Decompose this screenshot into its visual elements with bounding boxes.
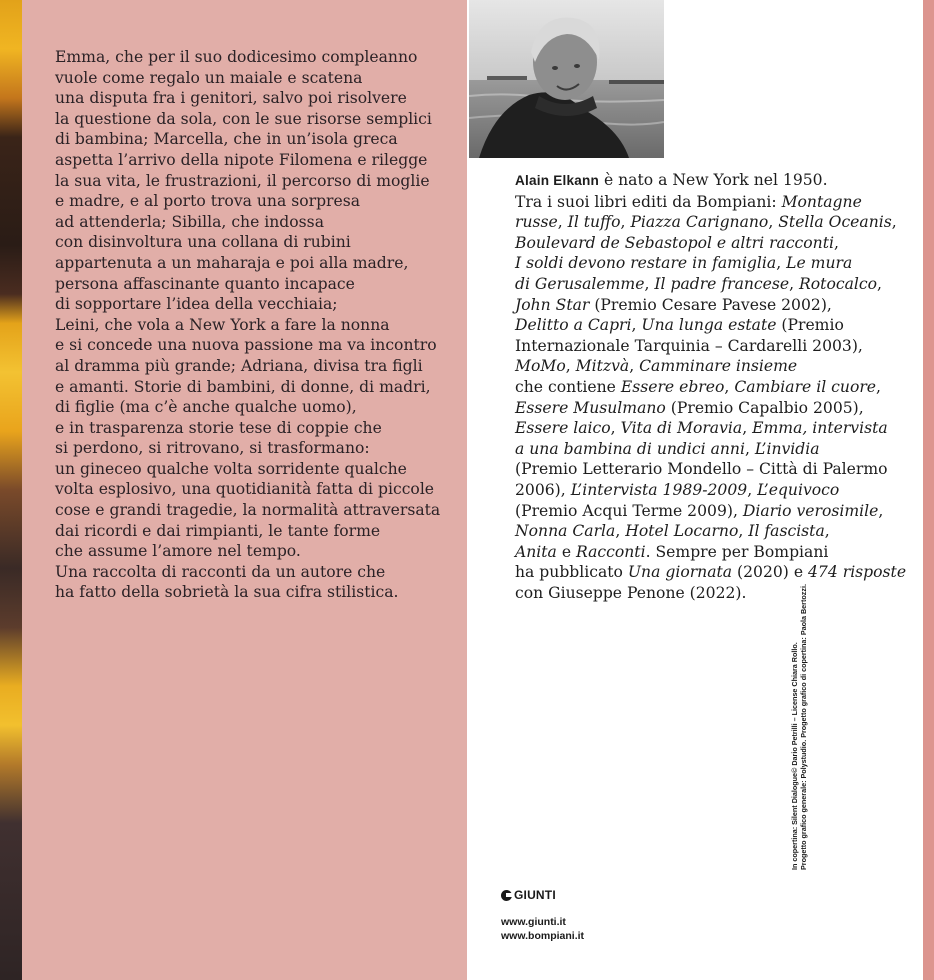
bio-line: Boulevard de Sebastopol e altri racconti, [515, 233, 839, 252]
synopsis-line: Emma, che per il suo dodicesimo compleanno [55, 48, 418, 66]
synopsis-line: di figlie (ma c’è anche qualche uomo), [55, 398, 357, 417]
publisher-block [501, 888, 584, 943]
author-photo [469, 0, 664, 158]
bio-line: John Star (Premio Cesare Pavese 2002), [515, 295, 832, 314]
bio-line: (Premio Letterario Mondello – Città di Palermo [515, 460, 888, 479]
synopsis-line: che assume l’amore nel tempo. [55, 542, 301, 561]
synopsis-line: aspetta l’arrivo della nipote Filomena e rilegge [55, 150, 428, 169]
synopsis-line: appartenuta a un maharaja e poi alla madre, [55, 253, 409, 272]
bio-line: a una bambina di undici anni, L’invidia [515, 439, 820, 458]
author-bio [515, 170, 915, 603]
cover-image-strip [0, 0, 22, 980]
bio-line: MoMo, Mitzvà, Camminare insieme [515, 357, 798, 376]
synopsis-line: al dramma più grande; Adriana, divisa tra figli [55, 356, 423, 375]
synopsis-line: dai ricordi e dai rimpianti, le tante forme [55, 521, 381, 540]
synopsis-line: e madre, e al porto trova una sorpresa [55, 192, 361, 211]
synopsis-line: e in trasparenza storie tese di coppie che [55, 418, 382, 437]
synopsis-line: vuole come regalo un maiale e scatena [55, 68, 363, 87]
credits-line: In copertina: Silent Dialogue© Dario Petrilli – License Chiara Rollo. [790, 642, 799, 870]
synopsis-line: ha fatto della sobrietà la sua cifra stilistica. [55, 583, 399, 602]
giunti-logo-icon [501, 890, 512, 901]
spine-strip [923, 0, 934, 980]
synopsis-line: la sua vita, le frustrazioni, il percorso di moglie [55, 171, 430, 190]
synopsis-line: un gineceo qualche volta sorridente qualche [55, 459, 407, 478]
bio-line: ha pubblicato Una giornata (2020) e 474 risposte [515, 563, 907, 582]
publisher-logo: GIUNTI [501, 888, 584, 902]
author-name: Alain Elkann [515, 173, 599, 188]
bio-line: Delitto a Capri, Una lunga estate (Premio [515, 316, 844, 335]
bio-line: Anita e Racconti. Sempre per Bompiani [515, 542, 829, 561]
bio-line: (Premio Acqui Terme 2009), Diario verosimile, [515, 501, 884, 520]
bio-line: di Gerusalemme, Il padre francese, Rotocalco, [515, 274, 882, 293]
synopsis-line: Una raccolta di racconti da un autore che [55, 562, 386, 581]
synopsis-line: una disputa fra i genitori, salvo poi risolvere [55, 89, 407, 108]
synopsis-line: volta esplosivo, una quotidianità fatta di piccole [55, 480, 435, 499]
synopsis-line: la questione da sola, con le sue risorse semplici [55, 109, 432, 128]
synopsis-line: Leini, che vola a New York a fare la nonna [55, 315, 390, 334]
synopsis-line: si perdono, si ritrovano, si trasformano: [55, 439, 370, 458]
bio-line: Tra i suoi libri editi da Bompiani: Montagne [515, 192, 862, 211]
bio-line: Nonna Carla, Hotel Locarno, Il fascista, [515, 522, 830, 541]
cover-credits [790, 584, 808, 870]
synopsis-line: con disinvoltura una collana di rubini [55, 233, 351, 252]
bio-line: russe, Il tuffo, Piazza Carignano, Stella Oceanis, [515, 213, 897, 232]
book-synopsis [55, 47, 460, 603]
synopsis-line: ad attenderla; Sibilla, che indossa [55, 212, 324, 231]
bio-line: che contiene Essere ebreo, Cambiare il cuore, [515, 377, 881, 396]
synopsis-line: e amanti. Storie di bambini, di donne, di madri, [55, 377, 431, 396]
credits-line: Progetto grafico generale: Polystudio. Progetto grafico di copertina: Paola Bertozzi. [799, 584, 808, 870]
synopsis-line: persona affascinante quanto incapace [55, 274, 355, 293]
bio-line: Internazionale Tarquinia – Cardarelli 2003), [515, 336, 863, 355]
synopsis-line: di sopportare l’idea della vecchiaia; [55, 295, 338, 314]
bio-line: con Giuseppe Penone (2022). [515, 583, 747, 602]
bio-line: Essere laico, Vita di Moravia, Emma, intervista [515, 419, 888, 438]
bio-line: 2006), L’intervista 1989-2009, L’equivoco [515, 480, 840, 499]
website-link-bompiani[interactable]: www.bompiani.it [501, 930, 585, 942]
bio-line: Alain Elkann è nato a New York nel 1950. [515, 171, 828, 189]
synopsis-line: e si concede una nuova passione ma va incontro [55, 336, 437, 355]
website-link-giunti[interactable]: www.giunti.it [501, 916, 566, 928]
synopsis-line: cose e grandi tragedie, la normalità attraversata [55, 501, 441, 520]
synopsis-line: di bambina; Marcella, che in un’isola greca [55, 130, 398, 149]
bio-line: Essere Musulmano (Premio Capalbio 2005), [515, 398, 864, 417]
bio-line: I soldi devono restare in famiglia, Le mura [515, 254, 853, 273]
